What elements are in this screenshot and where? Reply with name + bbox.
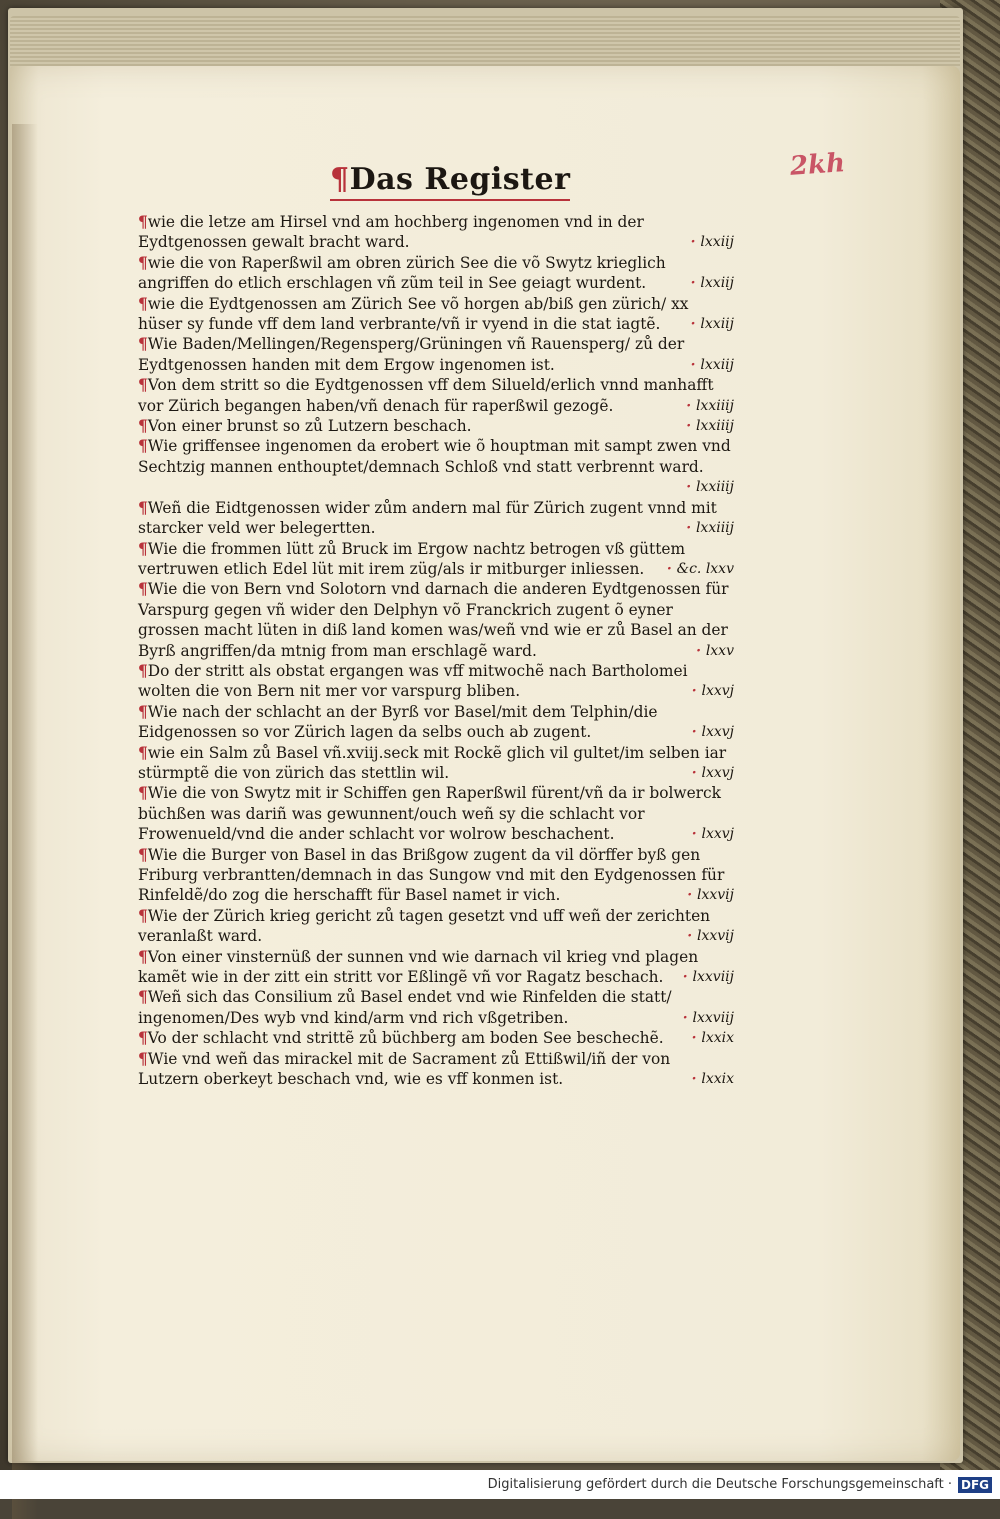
register-entry (138, 906, 734, 947)
folio-number (686, 518, 734, 538)
register-entry-text: wie die von Raperßwil am obren zürich See die võ Swytz krieglich angriffen do etlich erschlagen vñ zũm teil in See geiagt wurdent. (138, 253, 666, 293)
folio-number (691, 355, 734, 375)
pilcrow-icon: ¶ (138, 437, 148, 456)
folio-mark: 2kh (789, 148, 846, 182)
register-entry (138, 375, 734, 416)
folio-dot: · (691, 764, 702, 781)
pilcrow-icon: ¶ (138, 294, 148, 313)
register-entry-text: wie ein Salm zů Basel vñ.xviij.seck mit Rockẽ glich vil gultet/im selben iar stürmptẽ die von zürich das stettlin wil. (138, 743, 727, 782)
register-entry-text: Von einer vinsternüß der sunnen vnd wie darnach vil krieg vnd plagen kamẽt wie in der zitt ein stritt vor Eßlingẽ vñ vor Ragatz beschach. (138, 947, 699, 987)
pilcrow-icon: ¶ (138, 253, 148, 272)
folio-number (691, 314, 734, 334)
register-entry (138, 1028, 734, 1048)
folio-number (686, 396, 734, 416)
pilcrow-icon: ¶ (138, 1049, 148, 1068)
folio-number-text: lxxviij (692, 969, 734, 986)
folio-number (667, 559, 734, 579)
folio-number-text: lxxv (705, 642, 734, 659)
register-entry-text: Wie Baden/Mellingen/Regensperg/Grüningen vñ Rauensperg/ zů der Eydtgenossen handen mit dem Ergow ingenomen ist. (138, 335, 685, 374)
pilcrow-icon: ¶ (138, 988, 148, 1007)
folio-number-text: lxxiiij (695, 520, 734, 537)
pilcrow-icon: ¶ (138, 743, 148, 762)
register-entry-text: Von einer brunst so zů Lutzern beschach. (147, 417, 472, 436)
register-entry (138, 212, 734, 253)
folio-dot: · (691, 1071, 702, 1088)
register-entry-text: Vo der schlacht vnd strittẽ zů büchberg am boden See beschechẽ. (147, 1029, 664, 1048)
folio-number-text: lxxiiij (695, 397, 734, 414)
register-entry-text: Wie griffensee ingenomen da erobert wie õ houptman mit sampt zwen vnd Sechtzig mannen enthouptet/demnach Schloß vnd statt verbrennt ward. (138, 437, 731, 476)
register-entry (138, 539, 734, 580)
pilcrow-icon: ¶ (138, 784, 148, 803)
folio-number-text: lxxiij (700, 316, 734, 333)
folio-number (687, 885, 734, 905)
register-entry-text: Weñ sich das Consilium zů Basel endet vnd wie Rinfelden die statt/ ingenomen/Des wyb vnd kind/arm vnd rich vßgetriben. (138, 988, 672, 1027)
folio-number-text: lxxiiij (695, 479, 734, 496)
pilcrow-icon: ¶ (138, 845, 148, 864)
pilcrow-icon: ¶ (138, 580, 148, 599)
register-entry-text: Von dem stritt so die Eydtgenossen vff dem Silueld/erlich vnnd manhafft vor Zürich begangen haben/vñ denach für raperßwil gezogẽ. (138, 376, 714, 415)
folio-dot: · (690, 275, 701, 292)
dfg-logo-icon[interactable]: DFG (958, 1477, 992, 1493)
folio-number (686, 477, 734, 497)
folio-number-text: lxxvj (701, 683, 734, 700)
folio-number (692, 824, 734, 844)
folio-number (683, 1008, 734, 1028)
folio-number (692, 722, 734, 742)
folio-number-text: lxxix (701, 1030, 734, 1047)
register-entry (138, 416, 734, 436)
register-entry-text: Wie die Burger von Basel in das Brißgow zugent da vil dörffer byß gen Friburg verbrantten/demnach in das Sungow vnd mit den Eydgenossen für Rinfeldẽ/do zog die herschafft für Basel namet ir vich. (138, 845, 725, 905)
folio-number-text: &c. lxxv (676, 560, 734, 577)
pilcrow-icon: ¶ (330, 162, 350, 197)
register-entry-text: Weñ die Eidtgenossen wider zům andern mal für Zürich zugent vnnd mit starcker veld wer belegertten. (138, 498, 717, 538)
register-entry (138, 947, 734, 988)
pilcrow-icon: ¶ (138, 1029, 148, 1048)
folio-number-text: lxxiiij (695, 418, 734, 435)
folio-number (683, 967, 734, 987)
register-entry (138, 436, 734, 497)
page-title-text: Das Register (349, 162, 571, 197)
register-entry (138, 702, 734, 743)
register-entry (138, 743, 734, 784)
pilcrow-icon: ¶ (138, 947, 148, 966)
folio-number (691, 232, 734, 252)
register-entry-text: Do der stritt als obstat ergangen was vff mitwochẽ nach Bartholomei wolten die von Bern nit mer vor varspurg bliben. (138, 661, 688, 701)
folio-dot: · (686, 520, 696, 537)
page-edges-top (10, 16, 960, 68)
register-list (138, 212, 734, 1089)
folio-dot: · (686, 397, 696, 414)
folio-number-text: lxxvj (701, 724, 734, 741)
folio-dot: · (691, 724, 702, 741)
register-entry-text: Wie die frommen lütt zů Bruck im Ergow nachtz betrogen vß güttem vertruwen etlich Edel lüt mit irem züg/als ir mitburger inliessen. (138, 539, 686, 578)
folio-number (696, 641, 734, 661)
folio-dot: · (687, 887, 697, 904)
folio-number (692, 1069, 734, 1089)
folio-number (692, 763, 734, 783)
folio-dot: · (696, 642, 706, 659)
register-entry (138, 845, 734, 906)
register-entry-text: wie die letze am Hirsel vnd am hochberg ingenomen vnd in der Eydtgenossen gewalt bracht ward. (138, 213, 644, 252)
register-entry (138, 498, 734, 539)
pilcrow-icon: ¶ (138, 702, 148, 721)
register-entry (138, 253, 734, 294)
folio-dot: · (690, 234, 701, 251)
page-title (330, 162, 570, 201)
register-entry (138, 783, 734, 844)
folio-number-text: lxxvij (697, 887, 734, 904)
register-entry (138, 987, 734, 1028)
folio-dot: · (686, 418, 696, 435)
folio-number (692, 1028, 734, 1048)
register-entry-text: Wie nach der schlacht an der Byrß vor Basel/mit dem Telphin/die Eidgenossen so vor Zürich lagen da selbs ouch ab zugent. (138, 702, 658, 742)
register-entry (138, 294, 734, 335)
register-entry-text: wie die Eydtgenossen am Zürich See võ horgen ab/biß gen zürich/ xx hüser sy funde vff dem land verbrante/vñ ir vyend in die stat iagtẽ. (138, 294, 689, 334)
pilcrow-icon: ¶ (138, 213, 148, 231)
register-entry-text: Wie vnd weñ das mirackel mit de Sacrament zů Ettißwil/iñ der von Lutzern oberkeyt beschach vnd, wie es vff konmen ist. (138, 1049, 671, 1089)
folio-dot: · (691, 826, 702, 843)
pilcrow-icon: ¶ (138, 906, 148, 925)
pilcrow-icon: ¶ (138, 498, 148, 517)
register-entry (138, 579, 734, 661)
folio-number-text: lxxvij (697, 928, 734, 945)
pilcrow-icon: ¶ (138, 417, 148, 436)
footer-bar (0, 1470, 1000, 1499)
folio-number-text: lxxix (701, 1071, 734, 1088)
folio-dot: · (682, 1009, 693, 1026)
register-entry-text: Wie der Zürich krieg gericht zů tagen gesetzt vnd uff weñ der zerichten veranlaßt ward. (138, 906, 711, 946)
folio-dot: · (687, 928, 697, 945)
folio-number-text: lxxvj (701, 764, 734, 781)
pilcrow-icon: ¶ (138, 376, 148, 395)
register-entry (138, 1049, 734, 1090)
folio-dot: · (691, 1030, 702, 1047)
folio-dot: · (686, 479, 696, 496)
register-entry (138, 334, 734, 375)
folio-number-text: lxxiij (700, 356, 734, 373)
register-entry-text: Wie die von Bern vnd Solotorn vnd darnach die anderen Eydtgenossen für Varspurg gegen vñ wider den Delphyn võ Franckrich zugent õ eyner grossen macht lüten in diß land komen was/weñ vnd wie er zů Basel an der Byrß angriffen/da mtnig from man erschlagẽ ward. (138, 580, 729, 660)
folio-dot: · (682, 969, 693, 986)
footer-credit: Digitalisierung gefördert durch die Deutsche Forschungsgemeinschaft · (487, 1477, 952, 1492)
folio-number (691, 273, 734, 293)
folio-dot: · (690, 316, 701, 333)
pilcrow-icon: ¶ (138, 661, 148, 680)
folio-number (687, 926, 734, 946)
page-gutter (12, 124, 38, 1519)
folio-number-text: lxxvj (701, 826, 734, 843)
folio-number (692, 681, 734, 701)
register-entry (138, 661, 734, 702)
folio-number-text: lxxviij (692, 1009, 734, 1026)
folio-dot: · (666, 560, 677, 577)
folio-number (686, 416, 734, 436)
folio-number-text: lxxiij (700, 234, 734, 251)
folio-dot: · (691, 683, 702, 700)
pilcrow-icon: ¶ (138, 539, 148, 558)
folio-number-text: lxxiij (700, 275, 734, 292)
folio-dot: · (690, 356, 701, 373)
pilcrow-icon: ¶ (138, 335, 148, 354)
register-entry-text: Wie die von Swytz mit ir Schiffen gen Raperßwil fürent/vñ da ir bolwerck büchßen was dariñ was gewunnent/ouch weñ sy die schlacht vor Frowenueld/vnd die ander schlacht vor wolrow beschachent. (138, 784, 721, 844)
